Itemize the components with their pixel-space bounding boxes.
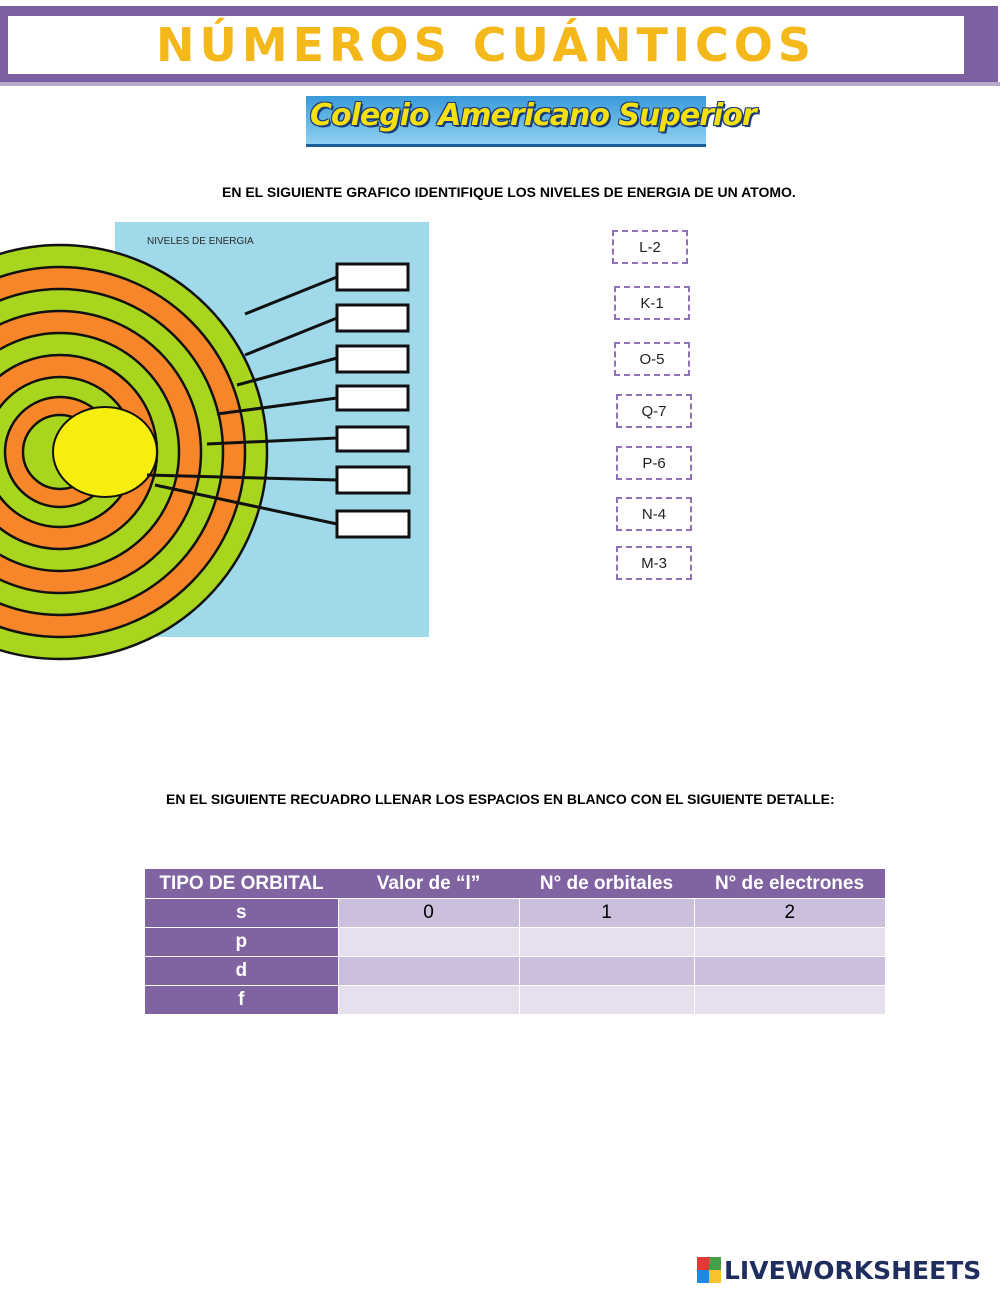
column-header: N° de orbitales xyxy=(519,869,694,899)
electrons-count-cell: 2 xyxy=(694,899,885,928)
table-row xyxy=(145,928,885,957)
l-value-input[interactable] xyxy=(338,957,519,986)
page-title: NÚMEROS CUÁNTICOS xyxy=(156,18,816,72)
choice-chip[interactable]: Q-7 xyxy=(616,394,692,428)
answer-box-2 xyxy=(337,305,408,331)
liveworksheets-brand[interactable] xyxy=(697,1255,981,1285)
answer-box-5 xyxy=(337,427,408,451)
school-name: Colegio Americano Superior xyxy=(310,98,756,133)
orbitals-count-cell: 1 xyxy=(519,899,694,928)
orbital-type-cell: p xyxy=(145,928,338,957)
instruction-table: EN EL SIGUIENTE RECUADRO LLENAR LOS ESPACIOS EN BLANCO CON EL SIGUIENTE DETALLE: xyxy=(166,791,835,807)
answer-box-4 xyxy=(337,386,408,410)
table-row xyxy=(145,957,885,986)
choice-chip[interactable]: L-2 xyxy=(612,230,688,264)
answer-box-7 xyxy=(337,511,409,537)
column-header: N° de electrones xyxy=(694,869,885,899)
title-banner xyxy=(0,6,998,82)
table-row xyxy=(145,986,885,1015)
brand-name: LIVEWORKSHEETS xyxy=(724,1255,982,1285)
orbitals-count-input[interactable] xyxy=(519,928,694,957)
table-row xyxy=(145,899,885,928)
orbital-table xyxy=(145,869,885,1014)
liveworksheets-logo-icon xyxy=(697,1257,721,1283)
orbital-type-cell: s xyxy=(145,899,338,928)
electrons-count-input[interactable] xyxy=(694,986,885,1015)
choice-chip[interactable]: K-1 xyxy=(614,286,690,320)
table-header-row xyxy=(145,869,885,899)
column-header: TIPO DE ORBITAL xyxy=(145,869,338,899)
diagram-label: NIVELES DE ENERGIA xyxy=(147,236,254,247)
choice-chip[interactable]: N-4 xyxy=(616,497,692,531)
choice-chip[interactable]: M-3 xyxy=(616,546,692,580)
electrons-count-input[interactable] xyxy=(694,957,885,986)
electrons-count-input[interactable] xyxy=(694,928,885,957)
orbital-type-cell: d xyxy=(145,957,338,986)
school-logo xyxy=(306,96,756,147)
instruction-energy-levels: EN EL SIGUIENTE GRAFICO IDENTIFIQUE LOS NIVELES DE ENERGIA DE UN ATOMO. xyxy=(222,184,796,200)
choice-chip[interactable]: P-6 xyxy=(616,446,692,480)
l-value-input[interactable] xyxy=(338,928,519,957)
l-value-input[interactable] xyxy=(338,986,519,1015)
orbital-type-cell: f xyxy=(145,986,338,1015)
answer-box-3 xyxy=(337,346,408,372)
orbitals-count-input[interactable] xyxy=(519,986,694,1015)
orbitals-count-input[interactable] xyxy=(519,957,694,986)
answer-box-1 xyxy=(337,264,408,290)
column-header: Valor de “l” xyxy=(338,869,519,899)
energy-levels-diagram xyxy=(115,222,429,637)
choice-chip[interactable]: O-5 xyxy=(614,342,690,376)
l-value-cell: 0 xyxy=(338,899,519,928)
answer-box-6 xyxy=(337,467,409,493)
atom-diagram-graphic xyxy=(115,222,429,637)
